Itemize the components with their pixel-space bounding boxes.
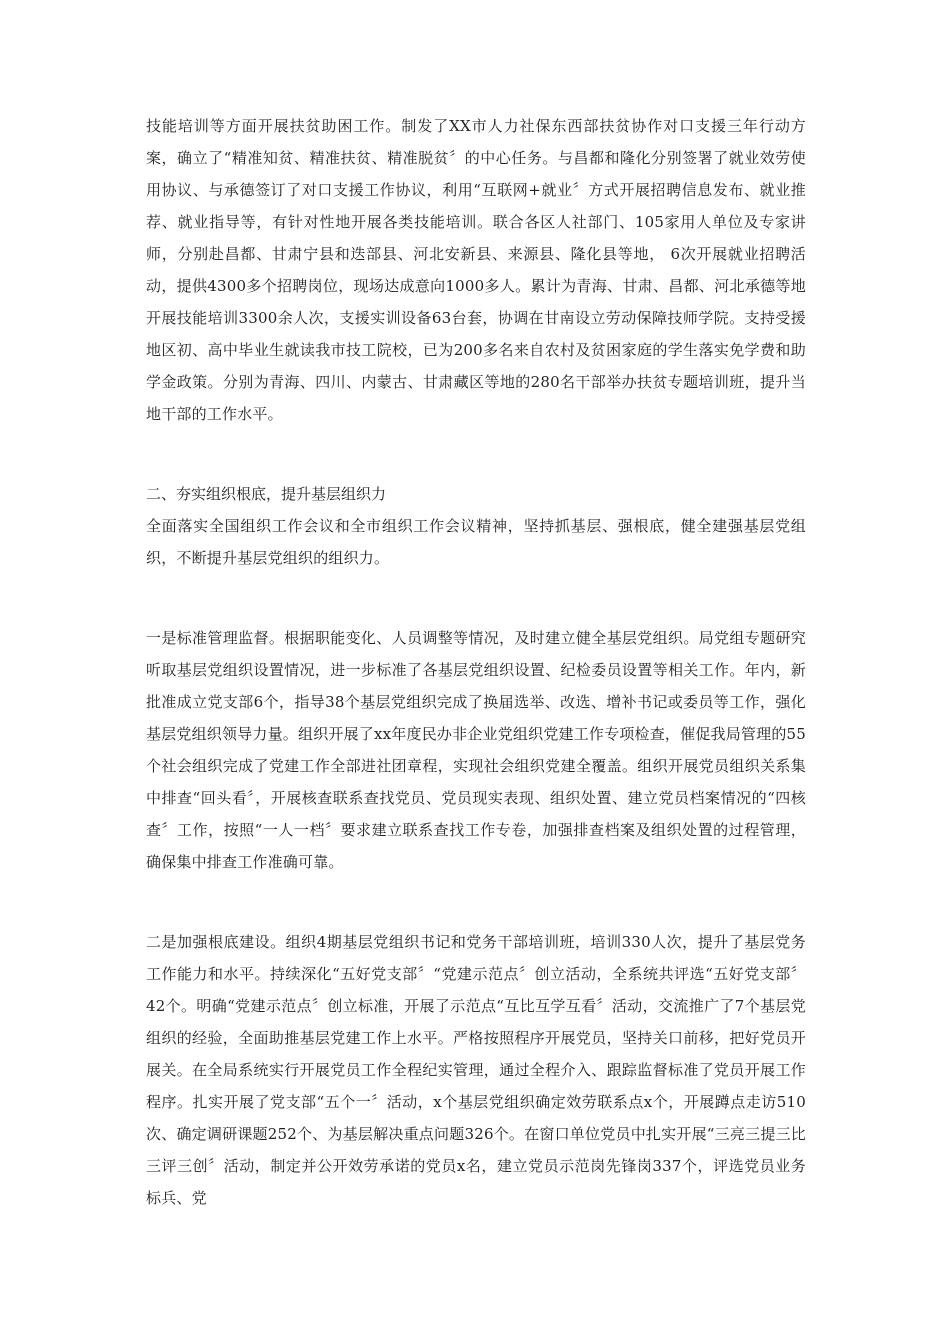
- section-heading-organization: 二、夯实组织根底，提升基层组织力: [146, 485, 387, 503]
- paragraph-gap: [146, 430, 806, 478]
- document-page: [146, 110, 806, 1214]
- paragraph-organization-intro: 全面落实全国组织工作会议和全市组织工作会议精神，坚持抓基层、强根底，健全建强基层党组织，不断提升基层党组织的组织力。: [146, 517, 806, 567]
- paragraph-standard-management: 一是标准管理监督。根据职能变化、人员调整等情况，及时建立健全基层党组织。局党组专题研究听取基层党组织设置情况，进一步标准了各基层党组织设置、纪检委员设置等相关工作。年内，新批准成立党支部6个，指导38个基层党组织完成了换届选举、改选、增补书记或委员等工作，强化基层党组织领导力量。组织开展了xx年度民办非企业党组织党建工作专项检查，催促我局管理的55个社会组织完成了党建工作全部进社团章程，实现社会组织党建全覆盖。组织开展党员组织关系集中排查“回头看〞，开展核查联系查找党员、党员现实表现、组织处置、建立党员档案情况的“四核查〞工作，按照“一人一档〞要求建立联系查找工作专卷，加强排查档案及组织处置的过程管理，确保集中排查工作准确可靠。: [146, 629, 807, 871]
- paragraph-gap: [146, 574, 806, 622]
- paragraph-poverty-assistance: 技能培训等方面开展扶贫助困工作。制发了XX市人力社保东西部扶贫协作对口支援三年行动方案，确立了“精准知贫、精准扶贫、精准脱贫〞的中心任务。与昌都和隆化分别签署了就业效劳使用协议、与承德签订了对口支援工作协议，利用“互联网+就业〞方式开展招聘信息发布、就业推荐、就业指导等，有针对性地开展各类技能培训。联合各区人社部门、105家用人单位及专家讲师，分别赴昌都、甘肃宁县和迭部县、河北安新县、来源县、隆化县等地， 6次开展就业招聘活动，提供4300多个招聘岗位，现场达成意向1000多人。累计为青海、甘肃、昌都、河北承德等地开展技能培训3300余人次，支援实训设备63台套，协调在甘南设立劳动保障技师学院。支持受援地区初、高中毕业生就读我市技工院校，已为200多名来自农村及贫困家庭的学生落实免学费和助学金政策。分别为青海、四川、内蒙古、甘肃藏区等地的280名干部举办扶贫专题培训班，提升当地干部的工作水平。: [146, 117, 806, 423]
- paragraph-gap: [146, 878, 806, 926]
- paragraph-foundation-building: 二是加强根底建设。组织4期基层党组织书记和党务干部培训班，培训330人次，提升了基层党务工作能力和水平。持续深化“五好党支部〞“党建示范点〞创立活动，全系统共评选“五好党支部〞42个。明确“党建示范点〞创立标准，开展了示范点“互比互学互看〞活动，交流推广了7个基层党组织的经验，全面助推基层党建工作上水平。严格按照程序开展党员，坚持关口前移，把好党员开展关。在全局系统实行开展党员工作全程纪实管理，通过全程介入、跟踪监督标准了党员开展工作程序。扎实开展了党支部“五个一〞活动，x个基层党组织确定效劳联系点x个，开展蹲点走访510次、确定调研课题252个、为基层解决重点问题326个。在窗口单位党员中扎实开展“三亮三提三比三评三创〞活动，制定并公开效劳承诺的党员x名，建立党员示范岗先锋岗337个，评选党员业务标兵、党: [146, 933, 806, 1207]
